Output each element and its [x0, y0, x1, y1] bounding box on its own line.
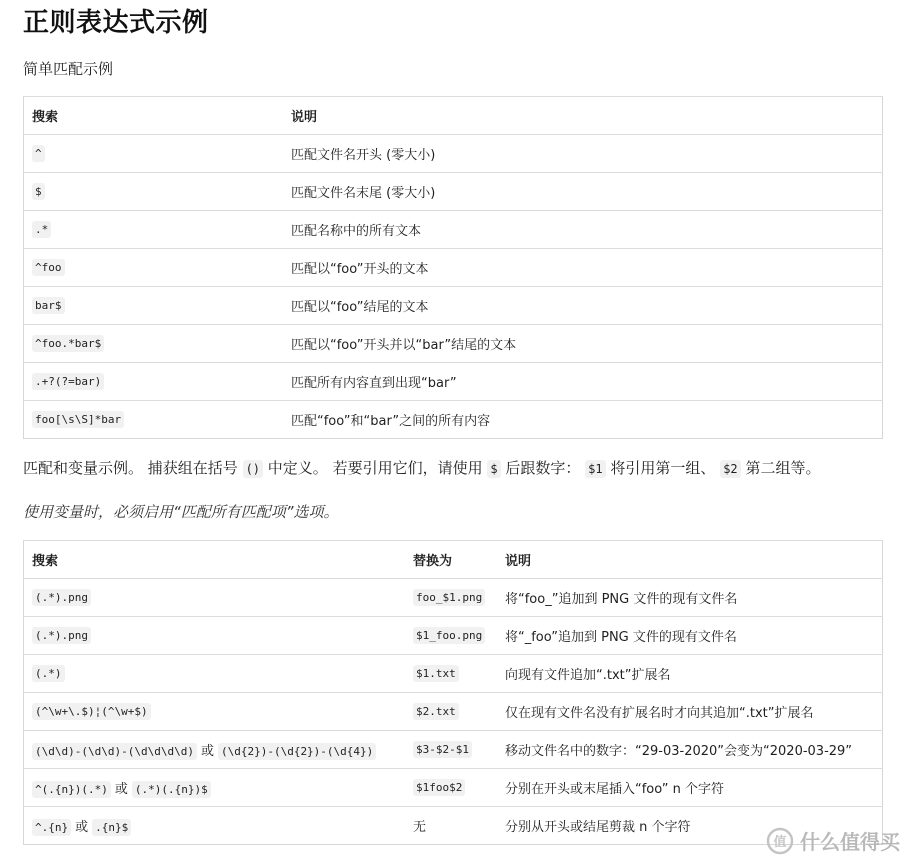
search-pattern: (.*).png: [32, 627, 91, 644]
desc-cell: 匹配以“foo”结尾的文本: [283, 287, 883, 325]
table-header-row: [24, 541, 883, 579]
replace-pattern: foo_$1.png: [413, 589, 485, 606]
column-header-desc: 说明: [497, 541, 883, 579]
table-row: [24, 325, 883, 363]
search-pattern: .+?(?=bar): [32, 373, 104, 390]
or-separator: 或: [114, 782, 128, 797]
replace-cell: [405, 579, 497, 617]
search-pattern: $: [32, 183, 45, 200]
replace-pattern: $2.txt: [413, 703, 459, 720]
search-pattern: ^foo.*bar$: [32, 335, 104, 352]
search-cell: [24, 249, 284, 287]
replace-pattern: $3-$2-$1: [413, 741, 472, 758]
intro-code-group1: $1: [585, 460, 605, 478]
desc-cell: 将“foo_”追加到 PNG 文件的现有文件名: [497, 579, 883, 617]
search-pattern: foo[\s\S]*bar: [32, 411, 124, 428]
variables-table: [23, 540, 883, 845]
column-header-search: 搜索: [24, 541, 406, 579]
column-header-replace: 替换为: [405, 541, 497, 579]
table-row: [24, 693, 883, 731]
search-pattern: (\d{2})-(\d{2})-(\d{4}): [218, 743, 376, 760]
replace-cell: [405, 807, 497, 845]
search-pattern: bar$: [32, 297, 65, 314]
replace-pattern: $1foo$2: [413, 779, 465, 796]
table-row: [24, 807, 883, 845]
replace-pattern: $1_foo.png: [413, 627, 485, 644]
search-cell: [24, 287, 284, 325]
table-row: [24, 211, 883, 249]
search-pattern: ^(.{n})(.*): [32, 781, 111, 798]
search-pattern: (\d\d)-(\d\d)-(\d\d\d\d): [32, 743, 197, 760]
search-cell: [24, 731, 406, 769]
search-cell: [24, 135, 284, 173]
replace-cell: [405, 655, 497, 693]
desc-cell: 向现有文件追加“.txt”扩展名: [497, 655, 883, 693]
desc-cell: 分别在开头或末尾插入“foo” n 个字符: [497, 769, 883, 807]
search-cell: [24, 579, 406, 617]
search-pattern: (.*)(.{n})$: [132, 781, 211, 798]
simple-match-table: [23, 96, 883, 439]
search-pattern: (.*): [32, 665, 65, 682]
replace-cell: [405, 617, 497, 655]
search-cell: [24, 363, 284, 401]
intro-text-3: 后跟数字：: [505, 459, 581, 477]
search-cell: [24, 769, 406, 807]
intro-text-5: 第二组等。: [745, 459, 821, 477]
table-row: [24, 731, 883, 769]
search-pattern: (^\w+\.$)¦(^\w+$): [32, 703, 151, 720]
table-row: [24, 579, 883, 617]
desc-cell: 匹配“foo”和“bar”之间的所有内容: [283, 401, 883, 439]
desc-cell: 匹配所有内容直到出现“bar”: [283, 363, 883, 401]
or-separator: 或: [75, 820, 89, 835]
replace-cell: [405, 693, 497, 731]
table-row: [24, 249, 883, 287]
page-title: 正则表达式示例: [23, 8, 209, 38]
search-cell: [24, 211, 284, 249]
replace-pattern: $1.txt: [413, 665, 459, 682]
column-header-desc: 说明: [283, 97, 883, 135]
desc-cell: 分别从开头或结尾剪裁 n 个字符: [497, 807, 883, 845]
desc-cell: 匹配名称中的所有文本: [283, 211, 883, 249]
table-row: [24, 401, 883, 439]
intro-text-2: 中定义。 若要引用它们，请使用: [267, 459, 483, 477]
variables-note: 使用变量时，必须启用“匹配所有匹配项”选项。: [23, 503, 339, 521]
desc-cell: 匹配文件名开头 (零大小): [283, 135, 883, 173]
search-cell: [24, 173, 284, 211]
search-pattern: ^foo: [32, 259, 65, 276]
table-row: [24, 135, 883, 173]
search-cell: [24, 617, 406, 655]
svg-text:值: 值: [773, 834, 787, 850]
search-cell: [24, 693, 406, 731]
search-cell: [24, 655, 406, 693]
desc-cell: 移动文件名中的数字：“29-03-2020”会变为“2020-03-29”: [497, 731, 883, 769]
search-pattern: (.*).png: [32, 589, 91, 606]
desc-cell: 仅在现有文件名没有扩展名时才向其追加“.txt”扩展名: [497, 693, 883, 731]
desc-cell: 将“_foo”追加到 PNG 文件的现有文件名: [497, 617, 883, 655]
search-pattern: ^.{n}: [32, 819, 71, 836]
table-row: [24, 363, 883, 401]
table-row: [24, 617, 883, 655]
search-cell: [24, 401, 284, 439]
intro-text-4: 将引用第一组、: [610, 459, 716, 477]
replace-cell: [405, 769, 497, 807]
section-subtitle: 简单匹配示例: [23, 60, 114, 78]
desc-cell: 匹配文件名末尾 (零大小): [283, 173, 883, 211]
desc-cell: 匹配以“foo”开头的文本: [283, 249, 883, 287]
intro-code-dollar: $: [487, 460, 500, 478]
search-pattern: .*: [32, 221, 51, 238]
table-row: [24, 769, 883, 807]
intro-code-parens: (): [243, 460, 263, 478]
search-pattern: .{n}$: [92, 819, 131, 836]
replace-cell: [405, 731, 497, 769]
variables-table-body: [24, 579, 883, 845]
intro-code-group2: $2: [720, 460, 740, 478]
watermark: [766, 826, 900, 855]
column-header-search: 搜索: [24, 97, 284, 135]
search-cell: [24, 807, 406, 845]
variables-intro-paragraph: [23, 457, 820, 478]
simple-match-table-body: [24, 135, 883, 439]
search-cell: [24, 325, 284, 363]
replace-text: 无: [413, 820, 427, 835]
table-row: [24, 655, 883, 693]
table-row: [24, 173, 883, 211]
intro-text-1: 匹配和变量示例。 捕获组在括号: [23, 459, 238, 477]
watermark-logo-icon: [766, 827, 794, 855]
table-header-row: [24, 97, 883, 135]
desc-cell: 匹配以“foo”开头并以“bar”结尾的文本: [283, 325, 883, 363]
search-pattern: ^: [32, 145, 45, 162]
table-row: [24, 287, 883, 325]
or-separator: 或: [200, 744, 214, 759]
watermark-text: 什么值得买: [800, 830, 900, 854]
